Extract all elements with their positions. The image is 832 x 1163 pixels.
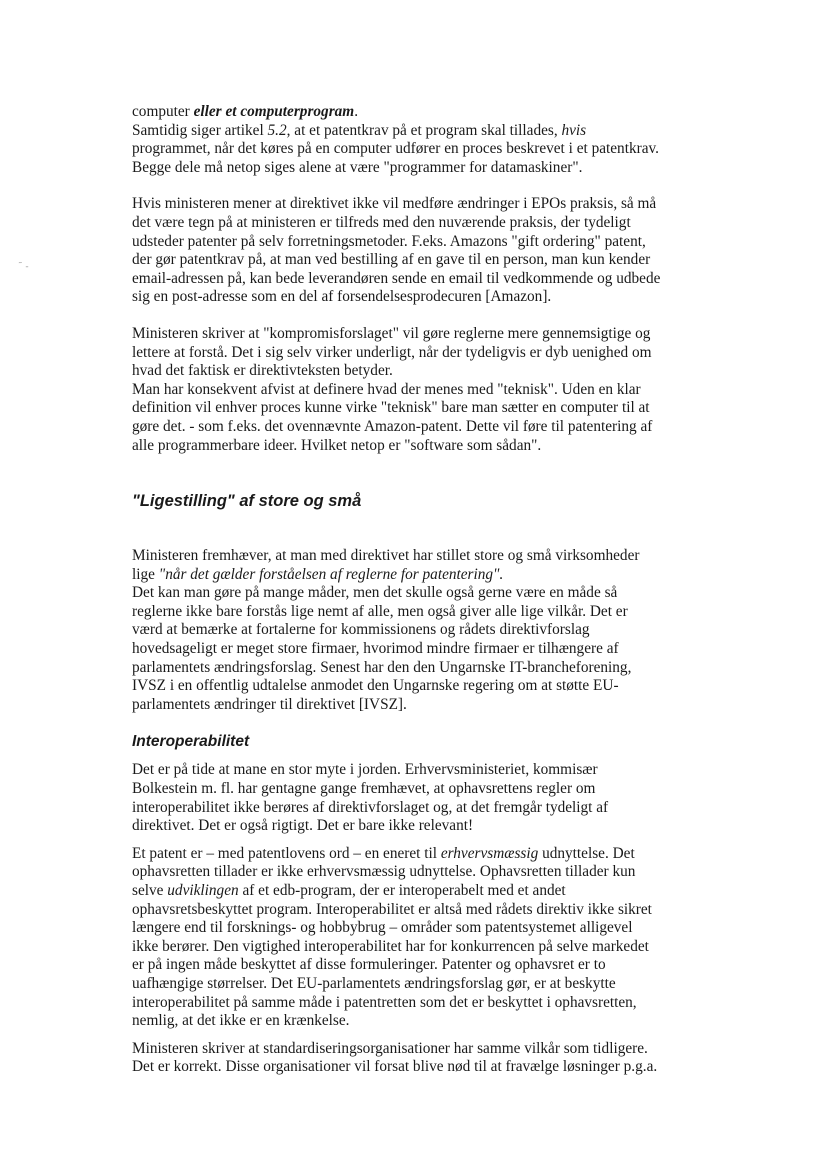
text-line: IVSZ i en offentlig udtalelse anmodet den Ungarnske regering om at støtte EU- <box>132 677 619 695</box>
text-line: udsteder patenter på selv forretningsmetoder. F.eks. Amazons "gift ordering" patent, <box>132 232 646 250</box>
text-line <box>132 122 722 141</box>
text-line: der gør patentkrav på, at man ved bestilling af en gave til en person, man kun kender <box>132 251 651 269</box>
text-line: er på ingen måde beskyttet af disse formuleringer. Patenter og ophavsret er to <box>132 956 606 974</box>
text-line: hvad det faktisk er direktivteksten betyder. <box>132 362 393 380</box>
emphasis-text: 5.2 <box>267 121 287 139</box>
text-line: definition vil enhver proces kunne virke "teknisk" bare man sætter en computer til at <box>132 399 650 417</box>
text-line: Det kan man gøre på mange måder, men det skulle også gerne være en måde så <box>132 584 618 602</box>
text-line: Bolkestein m. fl. har gentagne gange fremhævet, at ophavsrettens regler om <box>132 780 596 798</box>
text-line: ophavsretsbeskyttet program. Interoperabilitet er altså med rådets direktiv ikke sikret <box>132 900 652 918</box>
text-line: værd at bemærke at fortalerne for kommissionens og rådets direktivforslag <box>132 621 590 639</box>
text-line <box>132 566 722 585</box>
section-heading-interoperabilitet: Interoperabilitet <box>132 733 250 751</box>
text-line: interoperabilitet ikke berøres af direktivforslaget og, at det fremgår tydeligt af <box>132 798 609 816</box>
text-line: reglerne ikke bare forstås lige nemt af alle, men også giver alle lige vilkår. Det er <box>132 602 628 620</box>
text-span: udnyttelse. Det <box>538 844 635 862</box>
text-line: Ministeren skriver at "kompromisforslaget" vil gøre reglerne mere gennemsigtige og <box>132 324 651 342</box>
text-line: Ministeren fremhæver, at man med direktivet har stillet store og små virksomheder <box>132 547 640 565</box>
text-span: Samtidig siger artikel <box>132 121 268 139</box>
text-line <box>132 845 722 864</box>
text-line: Ministeren skriver at standardiseringsorganisationer har samme vilkår som tidligere. <box>132 1039 648 1057</box>
paragraph-patent-vs-copyright <box>132 845 722 1031</box>
text-span: selve <box>132 882 168 899</box>
text-span: af et edb-program, der er interoperabelt med et andet <box>238 882 566 899</box>
text-line: gøre det. - som f.eks. det ovennævnte Amazon-patent. Dette vil føre til patentering af <box>132 417 653 435</box>
text-line: interoperabilitet på samme måde i patentretten som det er beskyttet i ophavsretten, <box>132 993 637 1011</box>
text-line: lettere at forstå. Det i sig selv virker underligt, når der tydeligvis er dyb uenighed om <box>132 343 652 361</box>
paragraph-epo-practice <box>132 195 722 307</box>
section-heading-ligestilling: "Ligestilling" af store og små <box>132 492 362 511</box>
text-line: nemlig, at det ikke er en krænkelse. <box>132 1012 350 1030</box>
text-line: Begge dele må netop siges alene at være "programmer for datamaskiner". <box>132 158 583 176</box>
paragraph-equal-treatment <box>132 547 722 714</box>
text-line: længere end til forsknings- og hobbybrug – områder som patentsystemet alligevel <box>132 919 633 937</box>
text-line: sig en post-adresse som en del af forsendelsesprodecuren [Amazon]. <box>132 288 552 306</box>
text-line: Det er korrekt. Disse organisationer vil forsat blive nød til at fravælge løsninger p.g.a. <box>132 1058 658 1076</box>
emphasis-text: udviklingen <box>167 882 239 899</box>
paragraph-standardization <box>132 1040 722 1077</box>
text-line: det være tegn på at ministeren er tilfreds med den nuværende praksis, der tydeligt <box>132 213 631 231</box>
paragraph-compromise-proposal <box>132 325 722 455</box>
text-line: ikke berører. Den vigtighed interoperabilitet har for konkurrencen på selve markedet <box>132 937 649 955</box>
text-line: uafhængige størrelser. Det EU-parlamentets ændringsforslag gør, er at beskytte <box>132 974 616 992</box>
text-line: ophavsretten tillader er ikke erhvervsmæssig udnyttelse. Ophavsretten tillader kun <box>132 863 636 881</box>
paragraph-interoperability-myth <box>132 761 722 835</box>
text-line: Man har konsekvent afvist at definere hvad der menes med "teknisk". Uden en klar <box>132 380 641 398</box>
emphasis-text: hvis <box>561 121 587 139</box>
emphasis-text: eller et computerprogram <box>193 103 355 120</box>
text-line: hovedsageligt er meget store firmaer, hvorimod mindre firmaer er tilhængere af <box>132 640 619 658</box>
text-line: Det er på tide at mane en stor myte i jorden. Erhvervsministeriet, kommisær <box>132 761 598 779</box>
text-span: . <box>354 103 359 120</box>
text-span: computer <box>132 103 194 120</box>
text-line <box>132 103 722 122</box>
text-line: Hvis ministeren mener at direktivet ikke vil medføre ændringer i EPOs praksis, så må <box>132 195 657 213</box>
paragraph-article-5-2 <box>132 103 722 177</box>
margin-scan-mark: ˜ ‐ <box>18 262 29 272</box>
emphasis-text: erhvervsmæssig <box>440 844 539 862</box>
text-line: parlamentets ændringer til direktivet [IVSZ]. <box>132 695 407 713</box>
text-line: parlamentets ændringsforslag. Senest har den den Ungarnske IT-brancheforening, <box>132 658 632 676</box>
text-line: direktivet. Det er også rigtigt. Det er bare ikke relevant! <box>132 817 474 835</box>
text-line: programmet, når det køres på en computer udfører en proces beskrevet i et patentkrav. <box>132 140 659 158</box>
document-page <box>132 103 722 1077</box>
text-span: Et patent er – med patentlovens ord – en eneret til <box>132 844 441 862</box>
text-span: lige <box>132 565 159 583</box>
text-line <box>132 882 722 901</box>
text-line: alle programmerbare ideer. Hvilket netop er "software som sådan". <box>132 436 542 454</box>
text-line: email-adressen på, kan bede leverandøren sende en email til vedkommende og udbede <box>132 269 661 287</box>
quoted-emphasis: "når det gælder forståelsen af reglerne for patentering". <box>158 565 504 583</box>
text-span: , at et patentkrav på et program skal tillades, <box>286 121 562 139</box>
